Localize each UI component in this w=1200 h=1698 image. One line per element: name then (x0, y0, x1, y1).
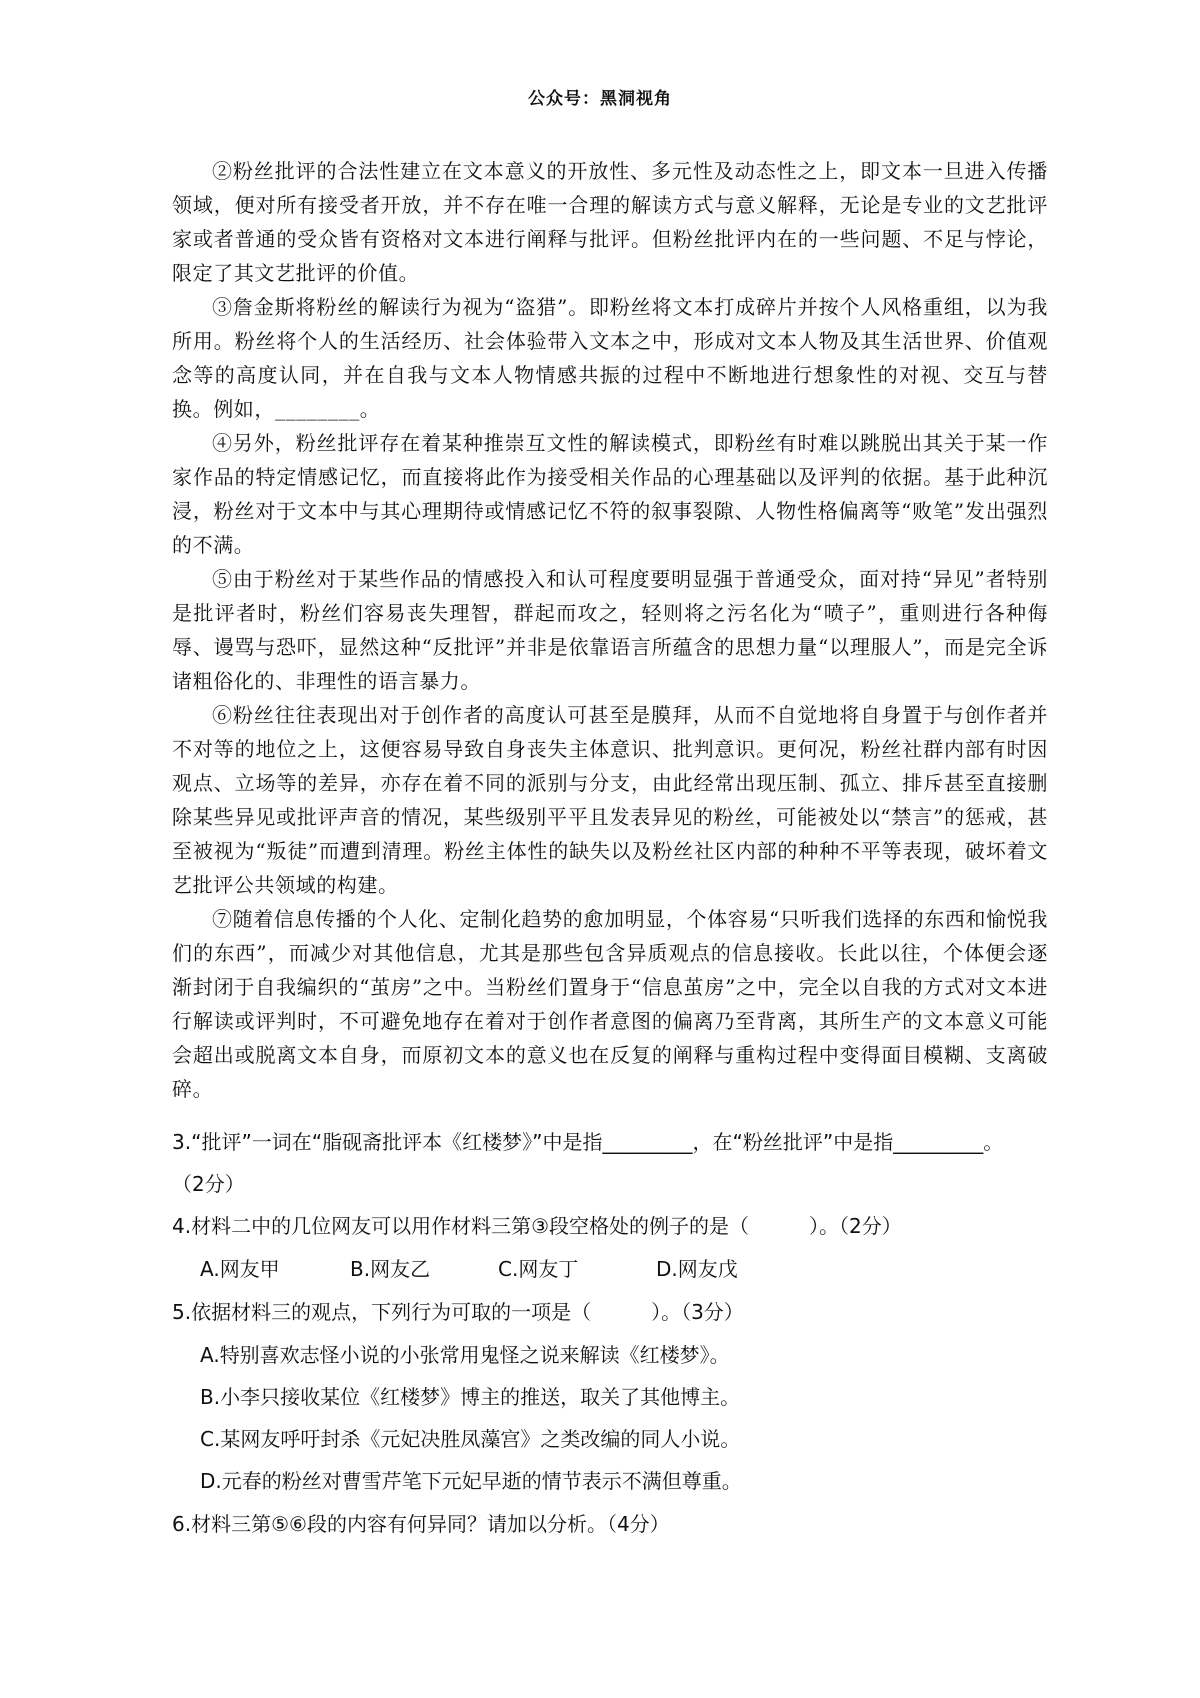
question-4-option-a: A.网友甲 (200, 1257, 280, 1281)
question-5-option-c: C.某网友呼吁封杀《元妃决胜凤藻宫》之类改编的同人小说。 (200, 1427, 741, 1451)
paragraph-5: ⑤由于粉丝对于某些作品的情感投入和认可程度要明显强于普通受众，面对持“异见”者特别是批评者时，粉丝们容易丧失理智，群起而攻之，轻则将之污名化为“喷子”，重则进行各种侮辱、谩骂与恐吓，显然这种“反批评”并非是依靠语言所蕴含的思想力量“以理服人”，而是完全诉诸粗俗化的、非理性的语言暴力。 (172, 567, 1048, 693)
question-5-option-b: B.小李只接收某位《红楼梦》博主的推送，取关了其他博主。 (200, 1385, 741, 1409)
header-watermark: 公众号：黑洞视角 (528, 89, 672, 109)
passage-body (172, 154, 1048, 1106)
question-6: 6.材料三第⑤⑥段的内容有何异同？请加以分析。（4分） (172, 1512, 670, 1536)
question-4-option-b: B.网友乙 (350, 1257, 431, 1281)
question-5-option-a: A.特别喜欢志怪小说的小张常用鬼怪之说来解读《红楼梦》。 (200, 1343, 730, 1367)
paragraph-6: ⑥粉丝往往表现出对于创作者的高度认可甚至是膜拜，从而不自觉地将自身置于与创作者并不对等的地位之上，这便容易导致自身丧失主体意识、批判意识。更何况，粉丝社群内部有时因观点、立场等的差异，亦存在着不同的派别与分支，由此经常出现压制、孤立、排斥甚至直接删除某些异见或批评声音的情况，某些级别平平且发表异见的粉丝，可能被处以“禁言”的惩戒，甚至被视为“叛徒”而遭到清理。粉丝主体性的缺失以及粉丝社区内部的种种不平等表现，破坏着文艺批评公共领域的构建。 (172, 703, 1048, 897)
paragraph-3: ③詹金斯将粉丝的解读行为视为“盗猎”。即粉丝将文本打成碎片并按个人风格重组，以为我所用。粉丝将个人的生活经历、社会体验带入文本之中，形成对文本人物及其生活世界、价值观念等的高度认同，并在自我与文本人物情感共振的过程中不断地进行想象性的对视、交互与替换。例如，________。 (172, 295, 1048, 421)
question-4-option-c: C.网友丁 (498, 1257, 579, 1281)
paragraph-4: ④另外，粉丝批评存在着某种推崇互文性的解读模式，即粉丝有时难以跳脱出其关于某一作家作品的特定情感记忆，而直接将此作为接受相关作品的心理基础以及评判的依据。基于此种沉浸，粉丝对于文本中与其心理期待或情感记忆不符的叙事裂隙、人物性格偏离等“败笔”发出强烈的不满。 (172, 431, 1048, 557)
question-3: 3.“批评”一词在“脂砚斋批评本《红楼梦》”中是指_________，在“粉丝批评”中是指_________。 (172, 1130, 1004, 1154)
question-4-option-d: D.网友戊 (656, 1257, 738, 1281)
question-4: 4.材料二中的几位网友可以用作材料三第③段空格处的例子的是（ ）。（2分） (172, 1214, 902, 1238)
paragraph-2: ②粉丝批评的合法性建立在文本意义的开放性、多元性及动态性之上，即文本一旦进入传播领域，便对所有接受者开放，并不存在唯一合理的解读方式与意义解释，无论是专业的文艺批评家或者普通的受众皆有资格对文本进行阐释与批评。但粉丝批评内在的一些问题、不足与悖论，限定了其文艺批评的价值。 (172, 159, 1048, 285)
questions-section (172, 1120, 1062, 1546)
question-4-options (200, 1248, 1062, 1290)
question-3-score: （2分） (172, 1172, 245, 1196)
paragraph-7: ⑦随着信息传播的个人化、定制化趋势的愈加明显，个体容易“只听我们选择的东西和愉悦我们的东西”，而减少对其他信息，尤其是那些包含异质观点的信息接收。长此以往，个体便会逐渐封闭于自我编织的“茧房”之中。当粉丝们置身于“信息茧房”之中，完全以自我的方式对文本进行解读或评判时，不可避免地存在着对于创作者意图的偏离乃至背离，其所生产的文本意义可能会超出或脱离文本自身，而原初文本的意义也在反复的阐释与重构过程中变得面目模糊、支离破碎。 (172, 907, 1048, 1101)
question-5-option-d: D.元春的粉丝对曹雪芹笔下元妃早逝的情节表示不满但尊重。 (200, 1469, 742, 1493)
question-5: 5.依据材料三的观点，下列行为可取的一项是（ ）。（3分） (172, 1300, 744, 1324)
